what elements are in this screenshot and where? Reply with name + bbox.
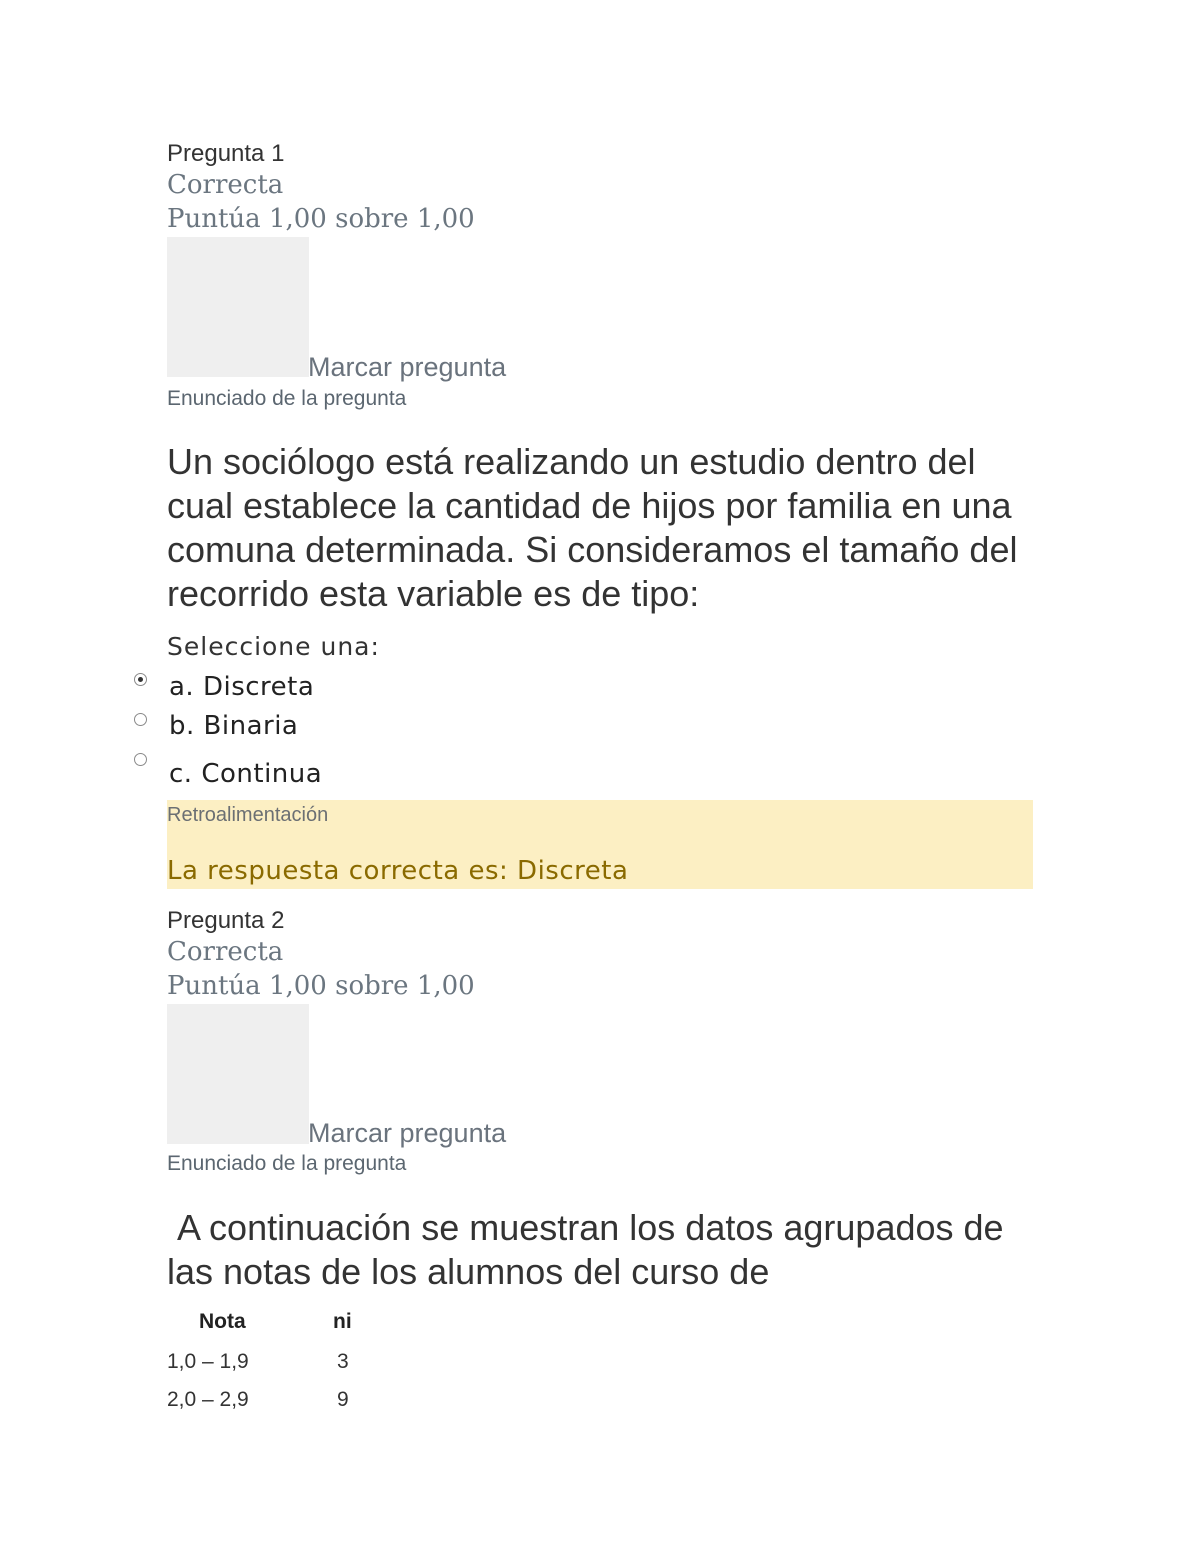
flag-question-link[interactable]: Marcar pregunta bbox=[308, 352, 507, 382]
feedback-text: La respuesta correcta es: Discreta bbox=[167, 856, 629, 886]
question-number: Pregunta 2 bbox=[167, 907, 285, 934]
option-label: Binaria bbox=[203, 711, 299, 741]
question-grade: Puntúa 1,00 sobre 1,00 bbox=[167, 971, 475, 1001]
option-a[interactable] bbox=[169, 672, 314, 702]
flag-icon[interactable] bbox=[167, 237, 309, 377]
option-b[interactable] bbox=[169, 711, 298, 741]
statement-label: Enunciado de la pregunta bbox=[167, 387, 407, 410]
question-grade: Puntúa 1,00 sobre 1,00 bbox=[167, 204, 475, 234]
option-a-radio[interactable] bbox=[134, 673, 147, 686]
table-cell: 1,0 – 1,9 bbox=[167, 1350, 249, 1373]
option-c-radio[interactable] bbox=[134, 753, 147, 766]
option-b-radio[interactable] bbox=[134, 713, 147, 726]
select-prompt: Seleccione una: bbox=[167, 632, 380, 661]
table-cell: 2,0 – 2,9 bbox=[167, 1388, 249, 1411]
table-cell: 3 bbox=[337, 1350, 349, 1373]
flag-icon[interactable] bbox=[167, 1004, 309, 1144]
option-c[interactable] bbox=[169, 759, 322, 789]
table-cell: 9 bbox=[337, 1388, 349, 1411]
option-letter: b. bbox=[169, 711, 195, 741]
option-letter: c. bbox=[169, 759, 193, 789]
option-label: Continua bbox=[201, 759, 323, 789]
table-header: Nota bbox=[199, 1310, 246, 1333]
table-header: ni bbox=[333, 1310, 352, 1333]
option-label: Discreta bbox=[202, 672, 315, 702]
statement-label: Enunciado de la pregunta bbox=[167, 1152, 407, 1175]
question-state: Correcta bbox=[167, 170, 284, 200]
question-text: A continuación se muestran los datos agrupados de las notas de los alumnos del curso de bbox=[167, 1207, 1014, 1292]
question-number: Pregunta 1 bbox=[167, 140, 285, 167]
feedback-label: Retroalimentación bbox=[167, 804, 329, 826]
question-state: Correcta bbox=[167, 937, 284, 967]
option-letter: a. bbox=[169, 672, 195, 702]
question-text: Un sociólogo está realizando un estudio dentro del cual establece la cantidad de hijos por familia en una comuna determinada. Si consideramos el tamaño del recorrido esta variable es de tipo: bbox=[167, 441, 1018, 614]
flag-question-link[interactable]: Marcar pregunta bbox=[308, 1118, 507, 1148]
